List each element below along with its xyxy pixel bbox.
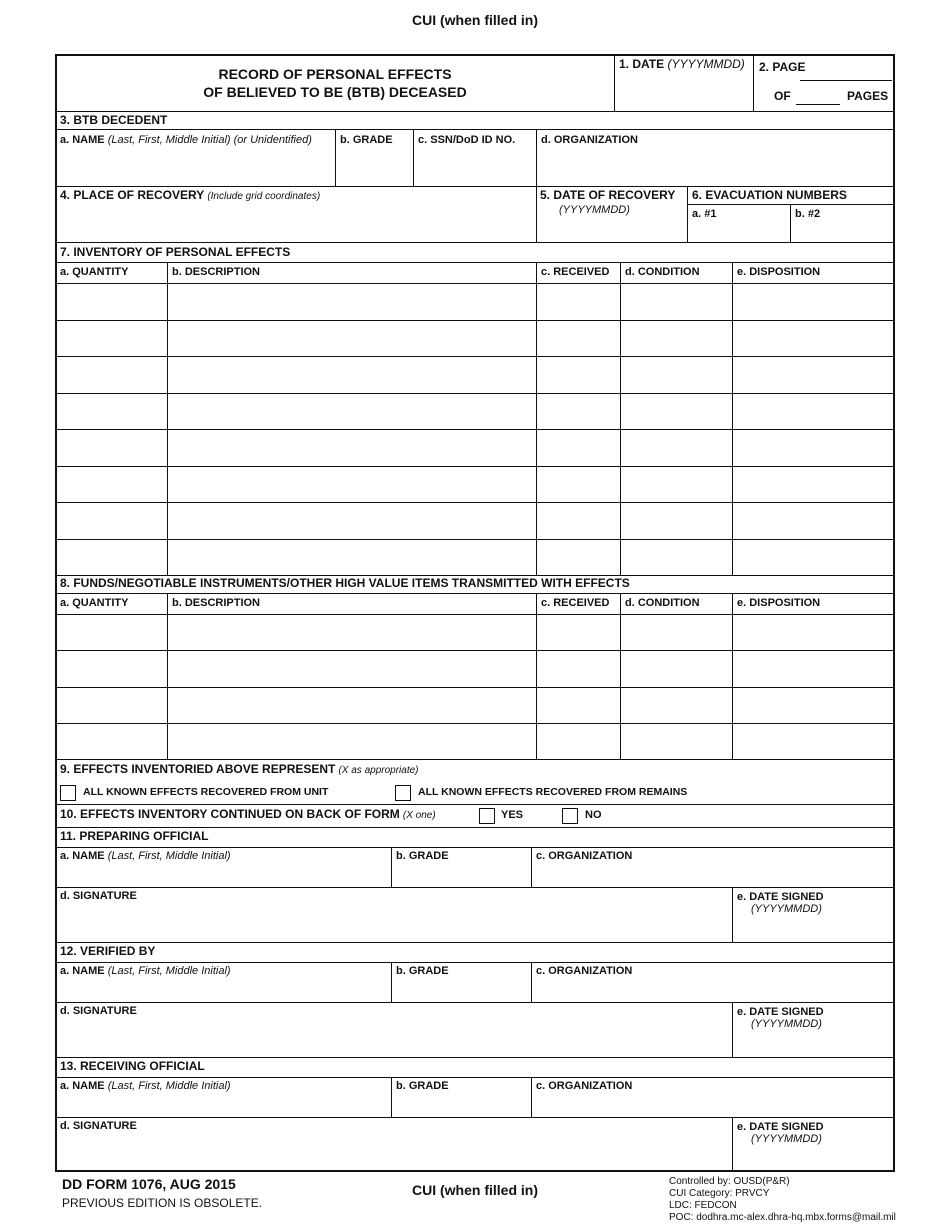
- s7-row-8-received-field[interactable]: [537, 540, 619, 576]
- s8-row-1-condition-field[interactable]: [621, 615, 731, 650]
- s7-row-4-received-field[interactable]: [537, 394, 619, 430]
- section-9-title: 9. EFFECTS INVENTORIED ABOVE REPRESENT (X as appropriate): [60, 762, 419, 776]
- s7-row-7-received-field[interactable]: [537, 503, 619, 539]
- continued-no-label: NO: [585, 809, 602, 821]
- decedent-ssn-label: c. SSN/DoD ID NO.: [418, 134, 516, 146]
- s7-row-3-condition-field[interactable]: [621, 357, 731, 393]
- evacuation-1-field[interactable]: [688, 222, 790, 242]
- s8-row-4-received-field[interactable]: [537, 724, 619, 759]
- divider: [753, 56, 754, 111]
- s8-row-2-received-field[interactable]: [537, 651, 619, 686]
- decedent-grade-field[interactable]: [336, 148, 412, 186]
- s7-row-6-disposition-field[interactable]: [733, 467, 893, 503]
- s7-row-8-description-field[interactable]: [168, 540, 535, 576]
- section-7-title: 7. INVENTORY OF PERSONAL EFFECTS: [60, 245, 291, 259]
- form-id: DD FORM 1076, AUG 2015: [62, 1176, 236, 1192]
- s7-row-4-quantity-field[interactable]: [57, 394, 166, 430]
- s7-row-2-condition-field[interactable]: [621, 321, 731, 357]
- s7-received-header: c. RECEIVED: [541, 266, 610, 278]
- s7-row-5-quantity-field[interactable]: [57, 430, 166, 466]
- preparing-date-signed-label: e. DATE SIGNED: [737, 891, 824, 903]
- s7-row-8-disposition-field[interactable]: [733, 540, 893, 576]
- preparing-name-label: a. NAME (Last, First, Middle Initial): [60, 850, 231, 862]
- preparing-organization-label: c. ORGANIZATION: [536, 850, 633, 862]
- s7-row-1-condition-field[interactable]: [621, 284, 731, 320]
- divider: [56, 186, 894, 187]
- decedent-name-field[interactable]: [57, 148, 334, 186]
- decedent-organization-label: d. ORGANIZATION: [541, 134, 638, 146]
- verified-grade-field[interactable]: [392, 979, 530, 1002]
- page-underline: [800, 80, 892, 81]
- receiving-date-format: (YYYYMMDD): [751, 1133, 822, 1145]
- divider: [56, 827, 894, 828]
- effects-from-remains-checkbox[interactable]: [395, 785, 411, 801]
- s8-row-2-description-field[interactable]: [168, 651, 535, 686]
- receiving-organization-field[interactable]: [532, 1094, 893, 1117]
- of-label: OF: [774, 89, 791, 103]
- preparing-grade-field[interactable]: [392, 864, 530, 887]
- s7-row-4-description-field[interactable]: [168, 394, 535, 430]
- preparing-name-field[interactable]: [57, 864, 390, 887]
- bottom-cui-marking: CUI (when filled in): [412, 1182, 538, 1198]
- divider: [56, 262, 894, 263]
- preparing-grade-label: b. GRADE: [396, 850, 449, 862]
- s8-description-header: b. DESCRIPTION: [172, 597, 261, 609]
- effects-from-remains-label: ALL KNOWN EFFECTS RECOVERED FROM REMAINS: [418, 786, 688, 798]
- s8-row-1-received-field[interactable]: [537, 615, 619, 650]
- s7-disposition-header: e. DISPOSITION: [737, 266, 821, 278]
- decedent-name-label: a. NAME (Last, First, Middle Initial) (or Unidentified): [60, 134, 312, 146]
- verified-name-label: a. NAME (Last, First, Middle Initial): [60, 965, 231, 977]
- continued-yes-label: YES: [501, 809, 524, 821]
- s8-row-4-disposition-field[interactable]: [733, 724, 893, 759]
- evacuation-1-label: a. #1: [692, 208, 717, 220]
- divider: [56, 804, 894, 805]
- decedent-grade-label: b. GRADE: [340, 134, 393, 146]
- divider: [56, 847, 894, 848]
- s8-row-2-condition-field[interactable]: [621, 651, 731, 686]
- s7-row-4-condition-field[interactable]: [621, 394, 731, 430]
- divider: [56, 1057, 894, 1058]
- s7-row-1-quantity-field[interactable]: [57, 284, 166, 320]
- verified-signature-field[interactable]: [57, 1019, 731, 1057]
- verified-date-format: (YYYYMMDD): [751, 1018, 822, 1030]
- section-3-title: 3. BTB DECEDENT: [60, 113, 168, 127]
- total-pages-field[interactable]: [796, 86, 840, 106]
- s7-row-6-received-field[interactable]: [537, 467, 619, 503]
- section-12-title: 12. VERIFIED BY: [60, 944, 156, 958]
- page-number-field[interactable]: [810, 58, 890, 80]
- s7-row-2-disposition-field[interactable]: [733, 321, 893, 357]
- divider: [56, 1077, 894, 1078]
- verified-date-signed-field[interactable]: [733, 1033, 893, 1057]
- poc: POC: dodhra.mc-alex.dhra-hq.mbx.forms@mail.mil: [669, 1212, 896, 1223]
- page-label: 2. PAGE: [759, 60, 806, 74]
- s8-row-2-quantity-field[interactable]: [57, 651, 166, 686]
- verified-name-field[interactable]: [57, 979, 390, 1002]
- receiving-signature-label: d. SIGNATURE: [60, 1120, 137, 1132]
- receiving-grade-label: b. GRADE: [396, 1080, 449, 1092]
- s7-condition-header: d. CONDITION: [625, 266, 700, 278]
- s7-row-2-quantity-field[interactable]: [57, 321, 166, 357]
- s7-row-5-received-field[interactable]: [537, 430, 619, 466]
- verified-signature-label: d. SIGNATURE: [60, 1005, 137, 1017]
- evacuation-numbers-label: 6. EVACUATION NUMBERS: [692, 188, 847, 202]
- section-11-title: 11. PREPARING OFFICIAL: [60, 829, 209, 843]
- pages-label: PAGES: [847, 89, 889, 103]
- verified-grade-label: b. GRADE: [396, 965, 449, 977]
- verified-organization-field[interactable]: [532, 979, 893, 1002]
- place-of-recovery-field[interactable]: [57, 205, 535, 242]
- divider: [56, 593, 894, 594]
- date-of-recovery-label: 5. DATE OF RECOVERY: [540, 188, 676, 202]
- s8-quantity-header: a. QUANTITY: [60, 597, 129, 609]
- evacuation-2-label: b. #2: [795, 208, 821, 220]
- verified-organization-label: c. ORGANIZATION: [536, 965, 633, 977]
- s8-row-4-condition-field[interactable]: [621, 724, 731, 759]
- receiving-name-label: a. NAME (Last, First, Middle Initial): [60, 1080, 231, 1092]
- preparing-date-format: (YYYYMMDD): [751, 903, 822, 915]
- divider: [56, 1002, 894, 1003]
- receiving-name-field[interactable]: [57, 1094, 390, 1117]
- receiving-date-signed-label: e. DATE SIGNED: [737, 1121, 824, 1133]
- s7-row-7-condition-field[interactable]: [621, 503, 731, 539]
- s7-row-7-description-field[interactable]: [168, 503, 535, 539]
- s7-row-7-quantity-field[interactable]: [57, 503, 166, 539]
- s7-row-1-disposition-field[interactable]: [733, 284, 893, 320]
- date-of-recovery-format: (YYYYMMDD): [559, 204, 630, 216]
- s8-row-1-description-field[interactable]: [168, 615, 535, 650]
- s8-condition-header: d. CONDITION: [625, 597, 700, 609]
- s7-row-7-disposition-field[interactable]: [733, 503, 893, 539]
- s7-row-3-quantity-field[interactable]: [57, 357, 166, 393]
- s8-row-1-disposition-field[interactable]: [733, 615, 893, 650]
- verified-date-signed-label: e. DATE SIGNED: [737, 1006, 824, 1018]
- controlled-by: Controlled by: OUSD(P&R): [669, 1176, 790, 1187]
- form-title-line1: RECORD OF PERSONAL EFFECTS: [218, 66, 452, 82]
- effects-from-unit-label: ALL KNOWN EFFECTS RECOVERED FROM UNIT: [83, 786, 329, 798]
- divider: [56, 962, 894, 963]
- s7-row-5-disposition-field[interactable]: [733, 430, 893, 466]
- preparing-date-signed-field[interactable]: [733, 918, 893, 942]
- divider: [56, 111, 894, 112]
- s8-row-4-quantity-field[interactable]: [57, 724, 166, 759]
- preparing-organization-field[interactable]: [532, 864, 893, 887]
- decedent-organization-field[interactable]: [537, 148, 893, 186]
- effects-from-unit-checkbox[interactable]: [60, 785, 76, 801]
- continued-no-checkbox[interactable]: [562, 808, 578, 824]
- s7-row-3-received-field[interactable]: [537, 357, 619, 393]
- place-of-recovery-label: 4. PLACE OF RECOVERY (Include grid coordinates): [60, 188, 321, 202]
- s7-row-1-description-field[interactable]: [168, 284, 535, 320]
- divider: [56, 942, 894, 943]
- divider: [56, 242, 894, 243]
- s8-row-3-quantity-field[interactable]: [57, 688, 166, 723]
- s7-row-5-condition-field[interactable]: [621, 430, 731, 466]
- receiving-signature-field[interactable]: [57, 1134, 731, 1170]
- s7-row-3-description-field[interactable]: [168, 357, 535, 393]
- s7-row-8-condition-field[interactable]: [621, 540, 731, 576]
- date-of-recovery-field[interactable]: [537, 218, 686, 242]
- preparing-signature-field[interactable]: [57, 904, 731, 942]
- s7-row-8-quantity-field[interactable]: [57, 540, 166, 576]
- divider: [56, 887, 894, 888]
- s7-row-2-received-field[interactable]: [537, 321, 619, 357]
- s7-quantity-header: a. QUANTITY: [60, 266, 129, 278]
- s7-row-6-quantity-field[interactable]: [57, 467, 166, 503]
- ldc: LDC: FEDCON: [669, 1200, 737, 1211]
- receiving-organization-label: c. ORGANIZATION: [536, 1080, 633, 1092]
- divider: [56, 759, 894, 760]
- s7-row-4-disposition-field[interactable]: [733, 394, 893, 430]
- s7-row-3-disposition-field[interactable]: [733, 357, 893, 393]
- section-8-title: 8. FUNDS/NEGOTIABLE INSTRUMENTS/OTHER HIGH VALUE ITEMS TRANSMITTED WITH EFFECTS: [60, 576, 630, 590]
- evacuation-2-field[interactable]: [791, 222, 893, 242]
- s7-description-header: b. DESCRIPTION: [172, 266, 261, 278]
- decedent-ssn-field[interactable]: [414, 148, 535, 186]
- divider: [56, 1117, 894, 1118]
- date-field[interactable]: [615, 74, 752, 110]
- continued-yes-checkbox[interactable]: [479, 808, 495, 824]
- s7-row-2-description-field[interactable]: [168, 321, 535, 357]
- s8-row-2-disposition-field[interactable]: [733, 651, 893, 686]
- cui-category: CUI Category: PRVCY: [669, 1188, 770, 1199]
- section-13-title: 13. RECEIVING OFFICIAL: [60, 1059, 205, 1073]
- form-title-line2: OF BELIEVED TO BE (BTB) DECEASED: [203, 84, 467, 100]
- receiving-date-signed-field[interactable]: [733, 1148, 893, 1170]
- s7-row-6-condition-field[interactable]: [621, 467, 731, 503]
- s7-row-1-received-field[interactable]: [537, 284, 619, 320]
- date-label: 1. DATE (YYYYMMDD): [619, 57, 745, 71]
- divider: [56, 129, 894, 130]
- s8-row-3-description-field[interactable]: [168, 688, 535, 723]
- top-cui-marking: CUI (when filled in): [412, 12, 538, 28]
- s7-row-5-description-field[interactable]: [168, 430, 535, 466]
- s8-row-3-condition-field[interactable]: [621, 688, 731, 723]
- preparing-signature-label: d. SIGNATURE: [60, 890, 137, 902]
- s8-row-4-description-field[interactable]: [168, 724, 535, 759]
- s8-row-1-quantity-field[interactable]: [57, 615, 166, 650]
- obsolete-notice: PREVIOUS EDITION IS OBSOLETE.: [62, 1196, 263, 1210]
- s8-disposition-header: e. DISPOSITION: [737, 597, 821, 609]
- receiving-grade-field[interactable]: [392, 1094, 530, 1117]
- s7-row-6-description-field[interactable]: [168, 467, 535, 503]
- s8-row-3-received-field[interactable]: [537, 688, 619, 723]
- section-10-title: 10. EFFECTS INVENTORY CONTINUED ON BACK OF FORM (X one): [60, 807, 436, 821]
- pages-underline: [796, 104, 840, 105]
- s8-row-3-disposition-field[interactable]: [733, 688, 893, 723]
- s8-received-header: c. RECEIVED: [541, 597, 610, 609]
